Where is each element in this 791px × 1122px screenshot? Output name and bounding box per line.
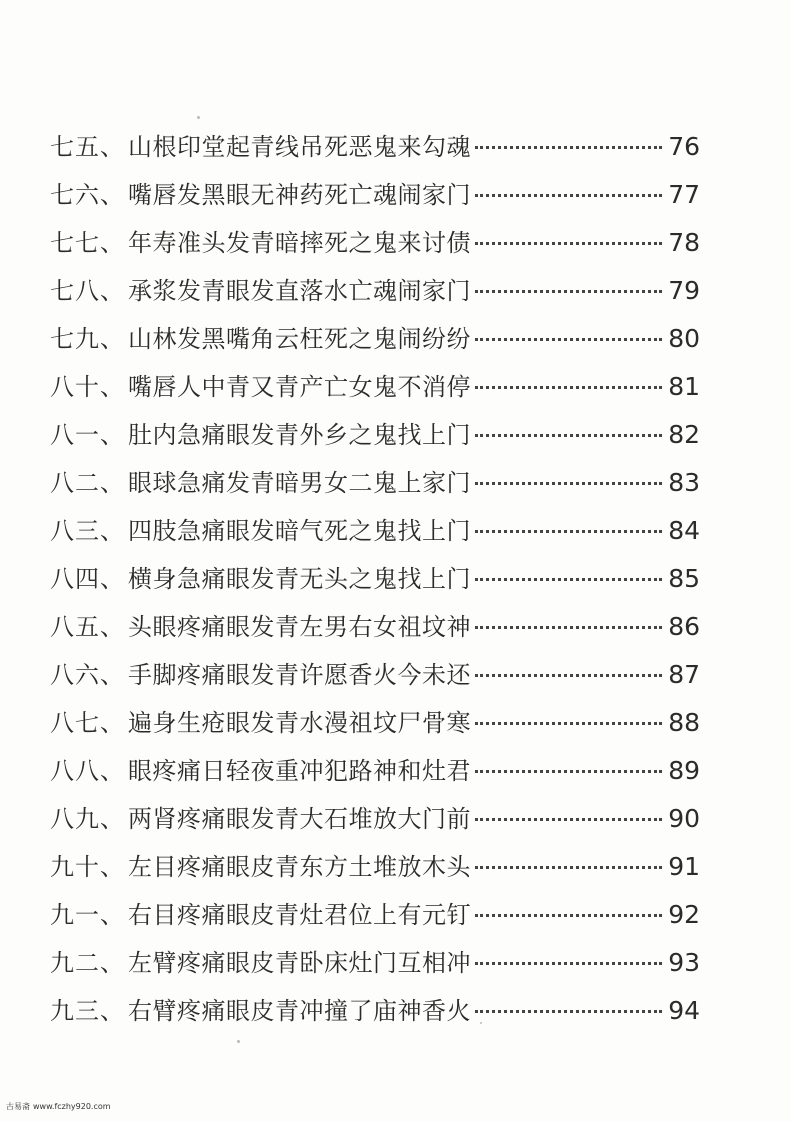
entry-title: 山根印堂起青线吊死恶鬼来勾魂	[128, 133, 471, 161]
toc-entry	[50, 891, 700, 939]
entry-page-number: 80	[668, 324, 700, 353]
entry-title: 四肢急痛眼发暗气死之鬼找上门	[128, 517, 471, 545]
entry-page-number: 86	[668, 612, 700, 641]
dot-leader	[475, 386, 662, 389]
toc-entry	[50, 603, 700, 651]
entry-separator: 、	[100, 565, 124, 593]
entry-number: 九二	[50, 949, 100, 977]
entry-title: 左目疼痛眼皮青东方土堆放木头	[128, 853, 471, 881]
entry-page-number: 76	[668, 132, 700, 161]
toc-entry	[50, 843, 700, 891]
entry-number: 八七	[50, 709, 100, 737]
toc-entry	[50, 747, 700, 795]
entry-separator: 、	[100, 805, 124, 833]
entry-separator: 、	[100, 949, 124, 977]
entry-separator: 、	[100, 997, 124, 1025]
entry-title: 遍身生疮眼发青水漫祖坟尸骨寒	[128, 709, 471, 737]
entry-separator: 、	[100, 901, 124, 929]
entry-page-number: 87	[668, 660, 700, 689]
dot-leader	[475, 722, 662, 725]
entry-number: 八八	[50, 757, 100, 785]
entry-title: 两肾疼痛眼发青大石堆放大门前	[128, 805, 471, 833]
dot-leader	[475, 194, 662, 197]
entry-separator: 、	[100, 421, 124, 449]
dot-leader	[475, 770, 662, 773]
entry-title: 嘴唇发黑眼无神药死亡魂闹家门	[128, 181, 471, 209]
entry-number: 八二	[50, 469, 100, 497]
entry-number: 九一	[50, 901, 100, 929]
entry-page-number: 90	[668, 804, 700, 833]
toc-entry	[50, 987, 700, 1035]
toc-entry	[50, 123, 700, 171]
toc-entry	[50, 363, 700, 411]
entry-title: 手脚疼痛眼发青许愿香火今未还	[128, 661, 471, 689]
toc-entry	[50, 315, 700, 363]
entry-separator: 、	[100, 133, 124, 161]
toc-entry	[50, 507, 700, 555]
entry-number: 八十	[50, 373, 100, 401]
entry-number: 八三	[50, 517, 100, 545]
entry-separator: 、	[100, 613, 124, 641]
entry-separator: 、	[100, 709, 124, 737]
entry-title: 嘴唇人中青又青产亡女鬼不消停	[128, 373, 471, 401]
table-of-contents	[50, 123, 700, 1035]
toc-entry	[50, 459, 700, 507]
dot-leader	[475, 578, 662, 581]
footer-url: www.fczhy920.com	[33, 1102, 111, 1111]
toc-entry	[50, 171, 700, 219]
entry-separator: 、	[100, 469, 124, 497]
entry-number: 八五	[50, 613, 100, 641]
entry-title: 承浆发青眼发直落水亡魂闹家门	[128, 277, 471, 305]
entry-page-number: 82	[668, 420, 700, 449]
entry-number: 七八	[50, 277, 100, 305]
entry-number: 七六	[50, 181, 100, 209]
entry-page-number: 79	[668, 276, 700, 305]
entry-title: 头眼疼痛眼发青左男右女祖坟神	[128, 613, 471, 641]
entry-page-number: 81	[668, 372, 700, 401]
watermark-footer	[6, 1101, 111, 1112]
dot-leader	[475, 866, 662, 869]
entry-number: 七五	[50, 133, 100, 161]
entry-page-number: 94	[668, 996, 700, 1025]
scan-speck	[480, 1022, 482, 1024]
dot-leader	[475, 482, 662, 485]
dot-leader	[475, 146, 662, 149]
scan-speck	[237, 1040, 240, 1043]
entry-separator: 、	[100, 229, 124, 257]
toc-entry	[50, 651, 700, 699]
dot-leader	[475, 818, 662, 821]
dot-leader	[475, 290, 662, 293]
entry-title: 眼疼痛日轻夜重冲犯路神和灶君	[128, 757, 471, 785]
entry-title: 左臂疼痛眼皮青卧床灶门互相冲	[128, 949, 471, 977]
dot-leader	[475, 626, 662, 629]
entry-number: 八一	[50, 421, 100, 449]
entry-page-number: 83	[668, 468, 700, 497]
entry-page-number: 91	[668, 852, 700, 881]
entry-separator: 、	[100, 853, 124, 881]
dot-leader	[475, 338, 662, 341]
dot-leader	[475, 1010, 662, 1013]
entry-title: 眼球急痛发青暗男女二鬼上家门	[128, 469, 471, 497]
entry-title: 右臂疼痛眼皮青冲撞了庙神香火	[128, 997, 471, 1025]
entry-page-number: 89	[668, 756, 700, 785]
entry-separator: 、	[100, 181, 124, 209]
toc-entry	[50, 219, 700, 267]
entry-number: 八九	[50, 805, 100, 833]
dot-leader	[475, 914, 662, 917]
toc-entry	[50, 267, 700, 315]
entry-number: 七九	[50, 325, 100, 353]
entry-separator: 、	[100, 277, 124, 305]
dot-leader	[475, 530, 662, 533]
entry-title: 年寿准头发青暗摔死之鬼来讨债	[128, 229, 471, 257]
dot-leader	[475, 674, 662, 677]
entry-separator: 、	[100, 373, 124, 401]
entry-separator: 、	[100, 325, 124, 353]
entry-page-number: 77	[668, 180, 700, 209]
entry-page-number: 92	[668, 900, 700, 929]
entry-separator: 、	[100, 661, 124, 689]
entry-title: 横身急痛眼发青无头之鬼找上门	[128, 565, 471, 593]
entry-page-number: 93	[668, 948, 700, 977]
entry-page-number: 88	[668, 708, 700, 737]
scan-speck	[197, 116, 200, 119]
toc-entry	[50, 555, 700, 603]
entry-page-number: 84	[668, 516, 700, 545]
entry-number: 八六	[50, 661, 100, 689]
toc-entry	[50, 939, 700, 987]
entry-number: 八四	[50, 565, 100, 593]
entry-number: 九三	[50, 997, 100, 1025]
entry-separator: 、	[100, 757, 124, 785]
entry-number: 九十	[50, 853, 100, 881]
entry-title: 右目疼痛眼皮青灶君位上有元钉	[128, 901, 471, 929]
entry-page-number: 85	[668, 564, 700, 593]
dot-leader	[475, 434, 662, 437]
entry-title: 肚内急痛眼发青外乡之鬼找上门	[128, 421, 471, 449]
dot-leader	[475, 242, 662, 245]
entry-number: 七七	[50, 229, 100, 257]
entry-page-number: 78	[668, 228, 700, 257]
toc-entry	[50, 411, 700, 459]
toc-entry	[50, 699, 700, 747]
entry-separator: 、	[100, 517, 124, 545]
toc-entry	[50, 795, 700, 843]
footer-brand: 古易斋	[6, 1102, 30, 1111]
entry-title: 山林发黑嘴角云枉死之鬼闹纷纷	[128, 325, 471, 353]
dot-leader	[475, 962, 662, 965]
